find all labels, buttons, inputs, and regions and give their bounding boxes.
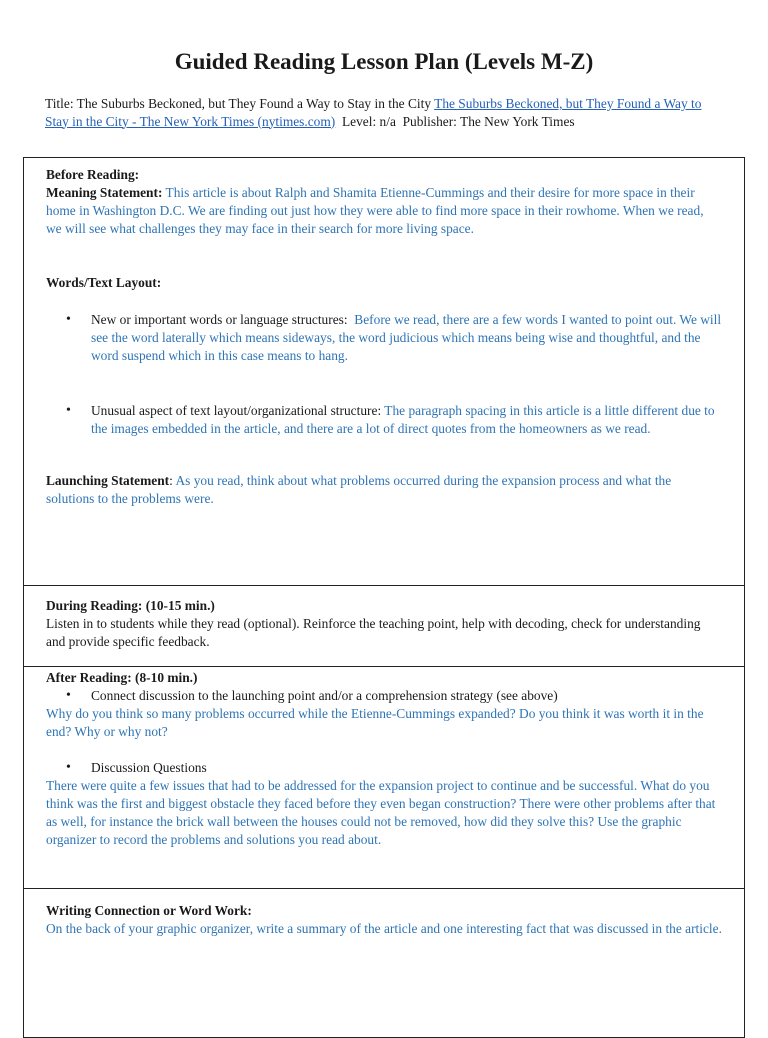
publisher-label: Publisher: xyxy=(402,113,457,129)
launching-text: As you read, think about what problems occurred during the expansion process and what the solutions to the problems were. xyxy=(46,473,672,506)
words-bullet xyxy=(46,311,722,365)
layout-bullet-label: Unusual aspect of text layout/organizational structure: xyxy=(91,403,382,418)
during-reading-section xyxy=(23,585,745,667)
writing-text: On the back of your graphic organizer, write a summary of the article and one interesting fact that was discussed in the article. xyxy=(46,921,722,936)
discussion-answer: There were quite a few issues that had to be addressed for the expansion project to continue and be successful. What do you think was the first and biggest obstacle they faced before they even began construction? There were other problems after that as well, for instance the brick wall between the houses could not be removed, how did they solve this? Use the graphic organizer to record the problems and solutions you read about. xyxy=(46,778,716,847)
article-link[interactable]: The Suburbs Beckoned, but They Found a Way to Stay in the City - The New York Times (nytimes.com) xyxy=(45,96,702,129)
after-reading-heading: After Reading: (8-10 min.) xyxy=(46,670,198,685)
after-reading-section xyxy=(23,666,745,889)
words-bullet-label: New or important words or language structures: xyxy=(91,312,348,327)
launching-statement: Launching Statement: As you read, think about what problems occurred during the expansion process and what the solutions to the problems were. xyxy=(46,473,672,506)
meaning-statement xyxy=(46,184,722,238)
during-reading-heading: During Reading: (10-15 min.) xyxy=(46,598,215,613)
article-meta xyxy=(45,95,715,130)
level-value: n/a xyxy=(379,113,396,129)
title-label: Title: xyxy=(45,96,74,111)
meaning-label: Meaning Statement: xyxy=(46,185,163,200)
page-title: Guided Reading Lesson Plan (Levels M-Z) xyxy=(174,49,594,74)
writing-section xyxy=(23,888,745,1038)
publisher-value: The New York Times xyxy=(460,113,575,129)
during-reading-text: Listen in to students while they read (optional). Reinforce the teaching point, help with decoding, check for understanding and provide specific feedback. xyxy=(46,616,701,649)
level-label: Level: xyxy=(341,113,377,129)
launching-label: Launching Statement xyxy=(46,473,170,488)
article-title: The Suburbs Beckoned, but They Found a Way to Stay in the City xyxy=(76,96,432,111)
layout-bullet xyxy=(46,402,722,438)
meaning-text: This article is about Ralph and Shamita Etienne-Cummings and their desire for more space in their home in Washington D.C. We are finding out just how they were able to find more space in their rowhome. When we read, we will see what challenges they may face in their search for more living space. xyxy=(46,185,704,236)
connect-answer: Why do you think so many problems occurred while the Etienne-Cummings expanded? Do you think it was worth it in the end? Why or why not? xyxy=(46,706,704,739)
writing-heading: Writing Connection or Word Work: xyxy=(46,903,252,918)
connect-bullet: • Connect discussion to the launching point and/or a comprehension strategy (see above) xyxy=(46,687,722,705)
words-layout-heading: Words/Text Layout: xyxy=(46,275,162,290)
before-reading-heading: Before Reading: xyxy=(46,167,140,182)
layout-bullet-text: The paragraph spacing in this article is a little different due to the images embedded in the article, and there are a lot of direct quotes from the homeowners as we read. xyxy=(91,403,715,436)
discussion-bullet: • Discussion Questions xyxy=(46,759,722,777)
before-reading-section xyxy=(23,157,745,586)
words-bullet-text: Before we read, there are a few words I wanted to point out. We will see the word laterally which means sideways, the word judicious which means being wise and thoughtful, and the word suspend which in this case means to hang. xyxy=(91,312,722,363)
